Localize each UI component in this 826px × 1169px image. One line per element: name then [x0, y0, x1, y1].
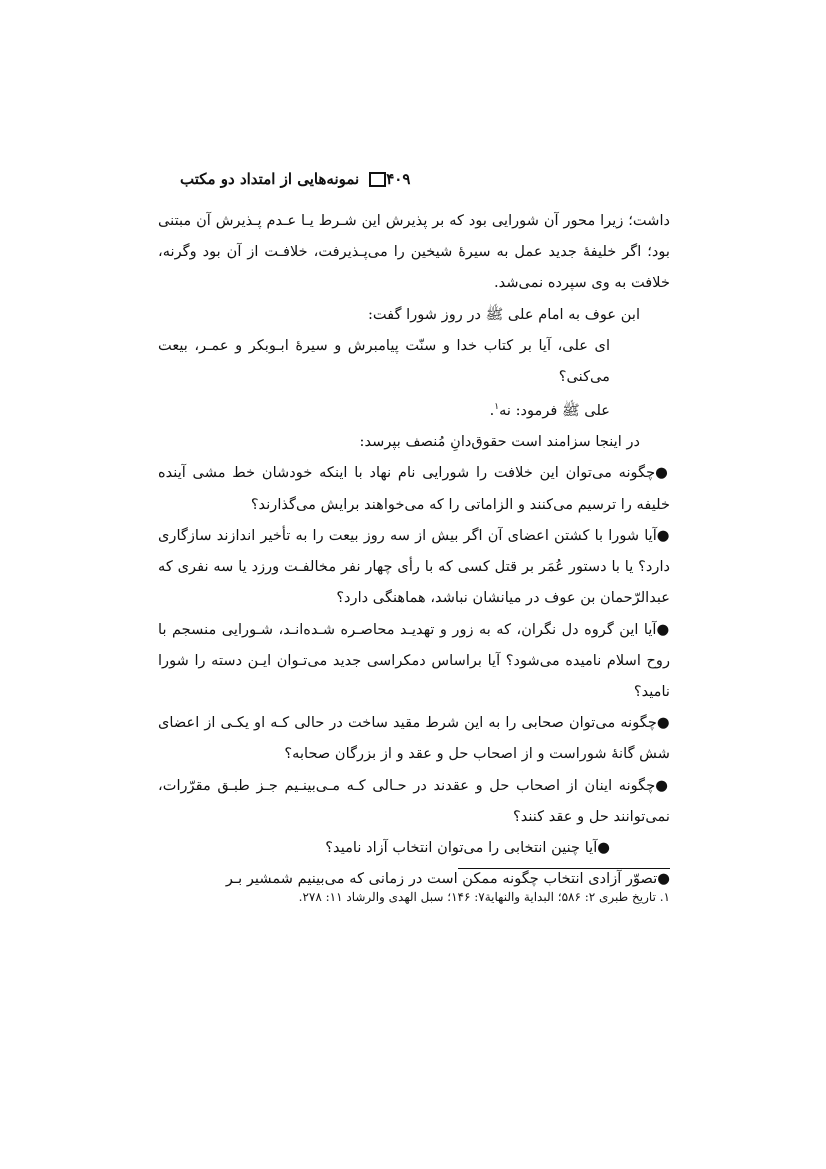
quote-end: . [489, 402, 495, 420]
bullet-icon: ● [657, 870, 670, 888]
running-header [170, 166, 670, 192]
bullet-item [158, 520, 670, 614]
bullet-icon: ● [655, 776, 671, 794]
bullet-item [158, 457, 670, 519]
quote [158, 392, 670, 426]
bullet-icon: ● [597, 838, 610, 856]
footnote: ۱. تاریخ طبری ۲: ۵۸۶؛ البدایة والنهایة۷: ۱۴۶؛ سبل الهدی والرشاد ۱۱: ۲۷۸. [298, 890, 670, 904]
bullet-item [158, 770, 670, 832]
footnote-divider [458, 868, 670, 869]
bullet-item [158, 832, 670, 863]
bullet-icon: ● [655, 464, 670, 482]
quote-text: علی ﷺ فرمود: نه [499, 402, 610, 420]
bullet-text: تصوّر آزادی انتخاب چگونه ممکن است در زمانی که می‌بینیم شمشیر بـر [225, 870, 658, 888]
bullet-icon: ● [656, 714, 671, 732]
paragraph: در اینجا سزامند است حقوق‌دانِ مُنصف بپرسد: [359, 433, 640, 451]
bullet-item [158, 707, 670, 769]
square-ornament-icon [369, 172, 386, 187]
bullet-text: آیا چنین انتخابی را می‌توان انتخاب آزاد نامید؟ [325, 838, 598, 856]
body-text [158, 205, 670, 894]
quote: ای علی، آیا بر کتاب خدا و سنّت پیامبرش و سیرهٔ ابـوبکر و عمـر، بیعت می‌کنی؟ [158, 336, 610, 386]
bullet-text: چگونه می‌توان این خلافت را شورایی نام نهاد با اینکه خودشان خط مشی آینده خلیفه را ترسیم می‌کنند و الزاماتی را که می‌خواهند برایش می‌گذارند؟ [158, 464, 670, 513]
bullet-icon: ● [656, 620, 670, 638]
bullet-text: چگونه اینان از اصحاب حل و عقدند در حـالی کـه مـی‌بینـیم جـز طبـق مقرّرات، نمی‌توانند حل و عقد کنند؟ [158, 776, 670, 825]
header-title: نمونه‌هایی از امتداد دو مکتب [180, 170, 360, 188]
paragraph: ابن عوف به امام علی ﷺ در روز شورا گفت: [367, 305, 640, 323]
paragraph: داشت؛ زیرا محور آن شورایی بود که بر پذیرش این شـرط یـا عـدم پـذیرش آن مبتنی بود؛ اگر خلیفهٔ جدید عمل به سیرهٔ شیخین را می‌پـذیرفت، خلافـت از آن بود وگرنه، خلافت به وی سپرده نمی‌شد. [158, 212, 670, 292]
bullet-text: آیا شورا با کشتن اعضای آن اگر بیش از سه روز بیعت را به تأخیر اندازند سازگاری دارد؟ یا با دستور عُمَر بر قتل کسی که با رأی چهار نفر مخالفـت ورزد یا سه نفری که عبدالرّحمان بن عوف در میانشان نباشد، هماهنگی دارد؟ [158, 526, 670, 607]
bullet-text: چگونه می‌توان صحابی را به این شرط مقید ساخت در حالی کـه او یکـی از اعضای شش گانهٔ شوراست و از اصحاب حل و عقد و از بزرگان صحابه؟ [158, 714, 670, 763]
footnote-reference: ۱ [494, 402, 500, 413]
page-number: ۴۰۹ [386, 170, 411, 188]
bullet-item [158, 614, 670, 708]
bullet-text: آیا این گروه دل نگران، که به زور و تهدیـد محاصـره شـده‌انـد، شـورایی منسجم با روح اسلام نامیده می‌شود؟ آیا براساس دمکراسی جدید می‌تـوان ایـن دسته را شورا نامید؟ [158, 620, 670, 700]
bullet-icon: ● [656, 526, 671, 544]
